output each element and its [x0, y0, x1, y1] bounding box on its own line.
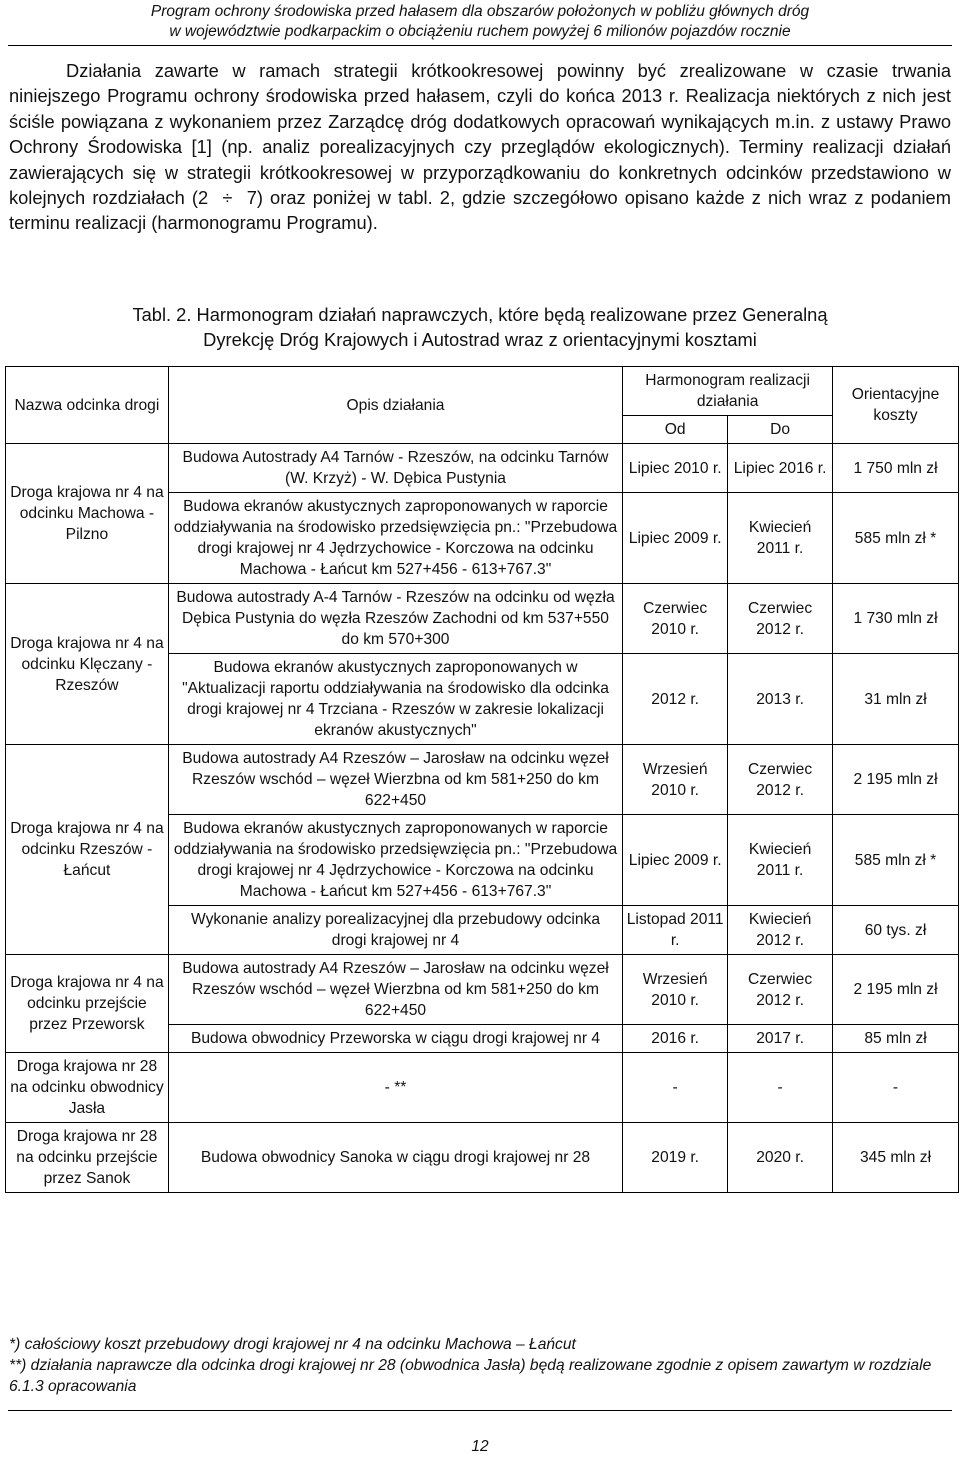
road-section-name: Droga krajowa nr 28 na odcinku przejście przez Sanok [6, 1123, 169, 1193]
table-caption [0, 302, 960, 353]
footnote-2: **) działania naprawcze dla odcinka drogi krajowej nr 28 (obwodnica Jasła) będą realizowane zgodnie z opisem zawartym w rozdziale 6.1.3 opracowania [9, 1357, 932, 1395]
caption-line-2: Dyrekcję Dróg Krajowych i Autostrad wraz z orientacyjnymi kosztami [203, 329, 757, 351]
action-description: Budowa obwodnicy Przeworska w ciągu drogi krajowej nr 4 [168, 1025, 622, 1053]
estimated-cost: 2 195 mln zł [833, 745, 959, 815]
caption-line-1: Tabl. 2. Harmonogram działań naprawczych, które będą realizowane przez Generalną [132, 304, 828, 325]
road-section-name: Droga krajowa nr 4 na odcinku Rzeszów - Łańcut [6, 745, 169, 955]
header-description: Opis działania [168, 367, 622, 444]
header-road: Nazwa odcinka drogi [6, 367, 169, 444]
action-description: Budowa Autostrady A4 Tarnów - Rzeszów, na odcinku Tarnów (W. Krzyż) - W. Dębica Pustynia [168, 444, 622, 493]
schedule-to: 2013 r. [728, 654, 833, 745]
footnote-1: *) całościowy koszt przebudowy drogi krajowej nr 4 na odcinku Machowa – Łańcut [9, 1336, 576, 1353]
table-row [6, 955, 959, 1025]
schedule-from: Listopad 2011 r. [623, 906, 728, 955]
schedule-from: Wrzesień 2010 r. [623, 955, 728, 1025]
estimated-cost: 1 750 mln zł [833, 444, 959, 493]
schedule-to: Lipiec 2016 r. [728, 444, 833, 493]
table-row [6, 745, 959, 815]
page-number: 12 [471, 1438, 489, 1455]
schedule-from: 2016 r. [623, 1025, 728, 1053]
divide-symbol: ÷ [222, 187, 233, 209]
estimated-cost: 85 mln zł [833, 1025, 959, 1053]
footer-divider [8, 1410, 952, 1411]
schedule-to: 2017 r. [728, 1025, 833, 1053]
estimated-cost: 1 730 mln zł [833, 584, 959, 654]
schedule-to: Kwiecień 2012 r. [728, 906, 833, 955]
table-row [6, 444, 959, 493]
schedule-to: - [728, 1053, 833, 1123]
action-description: Budowa autostrady A-4 Tarnów - Rzeszów na odcinku od węzła Dębica Pustynia do węzła Rzeszów Zachodni od km 537+550 do km 570+300 [168, 584, 622, 654]
schedule-table [5, 366, 959, 1193]
header-line-1: Program ochrony środowiska przed hałasem dla obszarów położonych w pobliżu głównych dróg [150, 3, 810, 20]
road-section-name: Droga krajowa nr 4 na odcinku przejście przez Przeworsk [6, 955, 169, 1053]
table-row [6, 584, 959, 654]
intro-text-part-2: 7) oraz poniżej w tabl. 2, gdzie szczegółowo opisano każde z nich wraz z podaniem terminu realizacji (harmonogramu Programu). [9, 187, 951, 234]
estimated-cost: - [833, 1053, 959, 1123]
road-section-name: Droga krajowa nr 4 na odcinku Machowa - Pilzno [6, 444, 169, 584]
header-schedule: Harmonogram realizacji działania [623, 367, 833, 416]
schedule-from: 2019 r. [623, 1123, 728, 1193]
schedule-from: Lipiec 2009 r. [623, 493, 728, 584]
header-to: Do [728, 416, 833, 444]
schedule-from: Wrzesień 2010 r. [623, 745, 728, 815]
schedule-from: 2012 r. [623, 654, 728, 745]
action-description: Budowa ekranów akustycznych zaproponowanych w raporcie oddziaływania na środowisko przedsięwzięcia pn.: "Przebudowa drogi krajowej nr 4 Jędrzychowice - Korczowa na odcinku Machowa - Łańcut km 527+456 - 613+767.3" [168, 815, 622, 906]
action-description: Budowa obwodnicy Sanoka w ciągu drogi krajowej nr 28 [168, 1123, 622, 1193]
schedule-from: - [623, 1053, 728, 1123]
footnotes [9, 1334, 954, 1397]
schedule-to: Czerwiec 2012 r. [728, 745, 833, 815]
header-line-2: w województwie podkarpackim o obciążeniu ruchem powyżej 6 milionów pojazdów rocznie [169, 23, 791, 40]
schedule-to: Czerwiec 2012 r. [728, 584, 833, 654]
header-cost: Orientacyjne koszty [833, 367, 959, 444]
intro-text-part-1: Działania zawarte w ramach strategii krótkookresowej powinny być zrealizowane w czasie trwania niniejszego Programu ochrony środowiska przed hałasem, czyli do końca 2013 r. Realizacja niektórych z nich jest ściśle powiązana z wykonaniem przez Zarządcę dróg dodatkowych opracowań wynikających m.in. z ustawy Prawo Ochrony Środowiska [1] (np. analiz porealizacyjnych czy przeglądów ekologicznych). Terminy realizacji działań zawierających się w strategii krótkookresowej w przyporządkowaniu do konkretnych odcinków przedstawiono w kolejnych rozdziałach (2 [9, 60, 951, 209]
estimated-cost: 2 195 mln zł [833, 955, 959, 1025]
action-description: Budowa ekranów akustycznych zaproponowanych w raporcie oddziaływania na środowisko przedsięwzięcia pn.: "Przebudowa drogi krajowej nr 4 Jędrzychowice - Korczowa na odcinku Machowa - Łańcut km 527+456 - 613+767.3" [168, 493, 622, 584]
table-row [6, 1053, 959, 1123]
estimated-cost: 31 mln zł [833, 654, 959, 745]
schedule-from: Lipiec 2009 r. [623, 815, 728, 906]
estimated-cost: 585 mln zł * [833, 815, 959, 906]
estimated-cost: 585 mln zł * [833, 493, 959, 584]
header-from: Od [623, 416, 728, 444]
schedule-to: Kwiecień 2011 r. [728, 493, 833, 584]
action-description: Budowa ekranów akustycznych zaproponowanych w "Aktualizacji raportu oddziaływania na środowisko dla odcinka drogi krajowej nr 4 Trzciana - Rzeszów w zakresie lokalizacji ekranów akustycznych" [168, 654, 622, 745]
action-description: Budowa autostrady A4 Rzeszów – Jarosław na odcinku węzeł Rzeszów wschód – węzeł Wierzbna od km 581+250 do km 622+450 [168, 745, 622, 815]
road-section-name: Droga krajowa nr 4 na odcinku Klęczany - Rzeszów [6, 584, 169, 745]
schedule-to: 2020 r. [728, 1123, 833, 1193]
action-description: - ** [168, 1053, 622, 1123]
estimated-cost: 345 mln zł [833, 1123, 959, 1193]
header-divider [8, 45, 952, 46]
schedule-to: Czerwiec 2012 r. [728, 955, 833, 1025]
action-description: Budowa autostrady A4 Rzeszów – Jarosław na odcinku węzeł Rzeszów wschód – węzeł Wierzbna od km 581+250 do km 622+450 [168, 955, 622, 1025]
intro-paragraph [9, 58, 951, 236]
table-row [6, 1123, 959, 1193]
document-header [0, 2, 960, 42]
schedule-table-body [6, 367, 959, 1193]
schedule-to: Kwiecień 2011 r. [728, 815, 833, 906]
estimated-cost: 60 tys. zł [833, 906, 959, 955]
action-description: Wykonanie analizy porealizacyjnej dla przebudowy odcinka drogi krajowej nr 4 [168, 906, 622, 955]
schedule-from: Czerwiec 2010 r. [623, 584, 728, 654]
table-header-row [6, 367, 959, 416]
road-section-name: Droga krajowa nr 28 na odcinku obwodnicy Jasła [6, 1053, 169, 1123]
schedule-from: Lipiec 2010 r. [623, 444, 728, 493]
